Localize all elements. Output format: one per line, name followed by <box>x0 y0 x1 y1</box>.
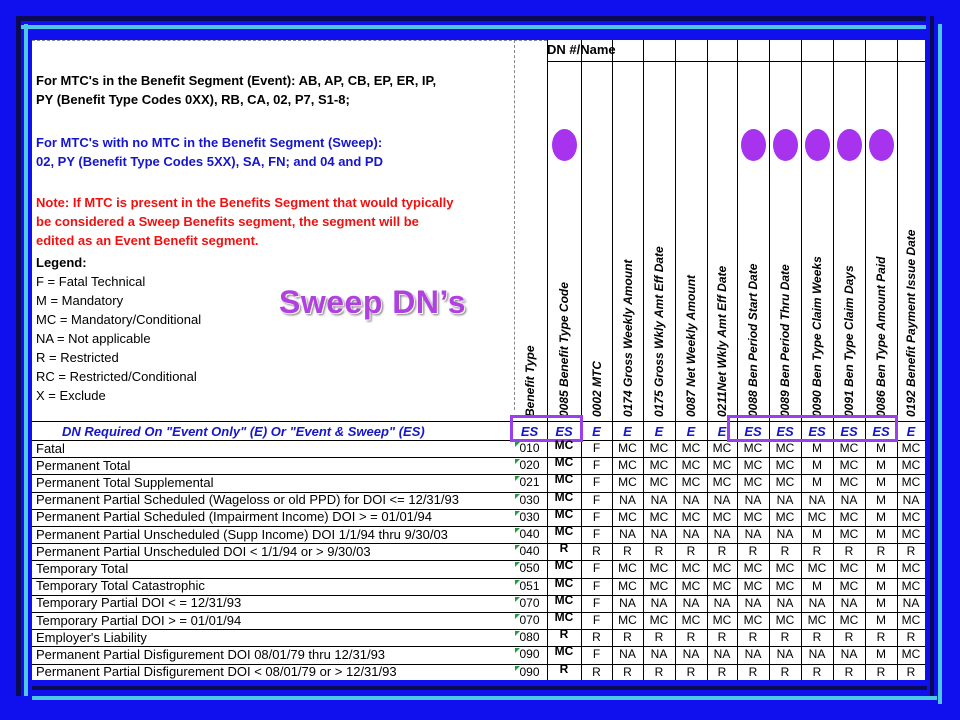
grid-cell: NA <box>840 492 858 507</box>
grid-cell: MC <box>743 561 763 576</box>
grid-cell: MC <box>554 455 574 470</box>
grid-cell: M <box>812 527 822 541</box>
grid-cell: MC <box>839 613 859 627</box>
benefit-type-code: 080 <box>519 630 540 645</box>
grid-cell: MC <box>901 475 921 490</box>
grid-cell: MC <box>839 458 859 473</box>
grid-cell: MC <box>743 509 763 524</box>
row-label: Permanent Total <box>36 457 131 473</box>
row-label: Temporary Total Catastrophic <box>36 578 205 594</box>
requirement-code: E <box>717 424 727 439</box>
grid-cell: R <box>623 630 632 645</box>
grid-cell: R <box>686 630 696 645</box>
grid-cell: R <box>654 630 664 645</box>
grid-cell: MC <box>743 458 763 473</box>
grid-cell: R <box>717 664 727 679</box>
grid-cell: M <box>876 595 886 610</box>
requirement-code: ES <box>808 424 826 439</box>
legend-item: M = Mandatory <box>36 293 124 308</box>
grid-cell: F <box>592 492 601 507</box>
grid-cell: MC <box>839 441 859 455</box>
grid-cell: MC <box>681 578 701 593</box>
grid-cell: NA <box>840 595 858 610</box>
grid-cell: M <box>812 441 822 455</box>
grid-cell: NA <box>650 595 668 610</box>
grid-cell: MC <box>712 458 732 473</box>
requirement-code: ES <box>520 424 539 439</box>
grid-cell: MC <box>649 613 669 627</box>
frame-bottom-bar <box>32 686 927 690</box>
grid-cell: F <box>592 458 601 473</box>
grid-cell: MC <box>712 561 732 576</box>
benefit-type-code: 040 <box>519 544 540 559</box>
grid-cell: NA <box>619 595 636 610</box>
grid-cell: MC <box>681 458 701 473</box>
grid-cell: NA <box>840 647 858 662</box>
grid-cell: R <box>559 627 569 642</box>
grid-cell: NA <box>619 492 636 507</box>
legend-title: Legend: <box>36 255 87 270</box>
grid-cell: NA <box>776 527 794 541</box>
grid-cell: R <box>780 630 790 645</box>
grid-cell: MC <box>712 613 732 627</box>
grid-cell: MC <box>681 475 701 490</box>
grid-cell: NA <box>808 595 826 610</box>
grid-cell: NA <box>776 595 794 610</box>
row-label: Permanent Total Supplemental <box>36 474 214 490</box>
grid-cell: MC <box>712 475 732 490</box>
requirement-code: E <box>686 424 696 439</box>
grid-cell: R <box>748 630 758 645</box>
grid-cell: MC <box>554 575 574 590</box>
grid-cell: MC <box>554 438 574 452</box>
benefit-type-code: 010 <box>519 441 540 455</box>
grid-cell: R <box>592 630 601 645</box>
row-label: Permanent Partial Disfigurement DOI 08/01/79 thru 12/31/93 <box>36 646 386 662</box>
grid-cell: R <box>876 630 886 645</box>
sweep-indicator-dot <box>741 129 766 161</box>
column-header: 0174 Gross Weekly Amount <box>620 259 635 417</box>
grid-cell: NA <box>744 527 762 541</box>
grid-cell: MC <box>681 613 701 627</box>
intro-line: Note: If MTC is present in the Benefits Segment that would typically <box>36 195 454 210</box>
grid-cell: F <box>592 561 601 576</box>
grid-cell: NA <box>744 647 762 662</box>
grid-cell: MC <box>618 509 637 524</box>
column-header: 0085 Benefit Type Code <box>557 282 571 417</box>
grid-cell: R <box>717 544 727 559</box>
grid-cell: R <box>780 664 790 679</box>
sweep-dns-label: Sweep DN’s <box>279 284 466 320</box>
grid-cell: MC <box>839 578 859 593</box>
legend-item: R = Restricted <box>36 350 119 365</box>
grid-cell: NA <box>808 647 826 662</box>
grid-cell: NA <box>713 492 731 507</box>
grid-cell: MC <box>743 475 763 490</box>
grid-cell: MC <box>681 441 701 455</box>
grid-cell: M <box>876 509 886 524</box>
grid-cell: NA <box>619 647 636 662</box>
grid-cell: NA <box>808 492 826 507</box>
grid-cell: R <box>559 661 569 676</box>
column-header: 0088 Ben Period Start Date <box>746 263 760 417</box>
frame-left-bar <box>16 16 21 696</box>
legend-item: MC = Mandatory/Conditional <box>36 312 202 327</box>
grid-cell: R <box>844 664 854 679</box>
grid-cell: R <box>812 544 822 559</box>
grid-cell: MC <box>649 561 669 576</box>
grid-cell: M <box>812 475 822 490</box>
intro-line: edited as an Event Benefit segment. <box>36 233 259 248</box>
column-header: 0090 Ben Type Claim Weeks <box>810 256 824 417</box>
grid-cell: MC <box>618 475 637 490</box>
grid-cell: R <box>592 544 601 559</box>
grid-cell: MC <box>901 578 921 593</box>
grid-cell: R <box>623 544 632 559</box>
row-label: Temporary Partial DOI < = 12/31/93 <box>36 595 242 611</box>
grid-cell: MC <box>618 561 637 576</box>
grid-cell: MC <box>839 561 859 576</box>
benefit-type-code: 030 <box>519 492 540 507</box>
grid-cell: MC <box>807 561 827 576</box>
grid-cell: MC <box>839 509 859 524</box>
grid-cell: M <box>876 613 886 627</box>
grid-cell: NA <box>619 527 636 541</box>
column-header: 0087 Net Weekly Amount <box>684 274 698 417</box>
grid-cell: F <box>592 441 601 455</box>
grid-cell: M <box>876 492 886 507</box>
grid-cell: NA <box>744 595 762 610</box>
grid-cell: MC <box>712 578 732 593</box>
grid-cell: MC <box>649 578 669 593</box>
column-header: 0091 Ben Type Claim Days <box>842 265 856 417</box>
grid-cell: R <box>906 544 916 559</box>
grid-cell: MC <box>681 509 701 524</box>
column-header: Benefit Type <box>522 345 537 417</box>
grid-cell: MC <box>554 524 574 538</box>
grid-cell: NA <box>776 492 794 507</box>
benefit-type-code: 090 <box>519 664 540 679</box>
grid-cell: MC <box>649 475 669 490</box>
grid-cell: MC <box>775 561 795 576</box>
grid-cell: MC <box>554 644 574 659</box>
spreadsheet-slide <box>32 40 925 680</box>
grid-cell: MC <box>901 441 921 455</box>
grid-cell: M <box>812 578 822 593</box>
grid-cell: R <box>844 630 854 645</box>
grid-cell: F <box>592 509 601 524</box>
grid-cell: MC <box>649 509 669 524</box>
dn-header: DN #/Name <box>547 42 616 57</box>
row-label: Permanent Partial Scheduled (Impairment Income) DOI > = 01/01/94 <box>36 509 432 525</box>
grid-cell: MC <box>775 578 795 593</box>
grid-cell: MC <box>775 475 795 490</box>
column-header: 0089 Ben Period Thru Date <box>778 264 792 417</box>
grid-cell: MC <box>681 561 701 576</box>
grid-cell: R <box>559 541 569 556</box>
grid-cell: MC <box>901 458 921 473</box>
row-label: Employer's Liability <box>36 629 147 645</box>
grid-cell: R <box>748 544 758 559</box>
row-label: Permanent Partial Unscheduled DOI < 1/1/94 or > 9/30/03 <box>36 543 371 559</box>
grid-cell: F <box>592 613 601 627</box>
grid-cell: F <box>592 578 601 593</box>
grid-cell: NA <box>650 527 668 541</box>
legend-item: F = Fatal Technical <box>36 274 146 289</box>
grid-cell: R <box>906 630 916 645</box>
grid-cell: R <box>812 664 822 679</box>
intro-paragraph <box>36 193 514 250</box>
grid-cell: MC <box>807 509 827 524</box>
row-label: Fatal <box>36 440 65 456</box>
grid-cell: R <box>654 544 664 559</box>
requirement-code: ES <box>744 424 762 439</box>
grid-cell: MC <box>901 509 921 524</box>
grid-cell: NA <box>650 647 668 662</box>
grid-cell: MC <box>554 472 574 487</box>
grid-cell: F <box>592 647 601 662</box>
intro-line: PY (Benefit Type Codes 0XX), RB, CA, 02, P7, S1-8; <box>36 92 350 107</box>
requirement-code: E <box>654 424 664 439</box>
grid-cell: R <box>812 630 822 645</box>
legend <box>36 253 201 405</box>
grid-cell: NA <box>682 647 700 662</box>
grid-cell: MC <box>743 578 763 593</box>
grid-cell: R <box>876 664 886 679</box>
grid-cell: R <box>717 630 727 645</box>
grid-cell: M <box>876 561 886 576</box>
grid-cell: R <box>686 664 696 679</box>
grid-cell: MC <box>618 458 637 473</box>
intro-line: be considered a Sweep Benefits segment, the segment will be <box>36 214 419 229</box>
benefit-type-code: 050 <box>519 561 540 576</box>
grid-cell: R <box>686 544 696 559</box>
frame-left-bar-inner <box>24 24 28 696</box>
requirement-code: ES <box>776 424 794 439</box>
grid-cell: NA <box>682 595 700 610</box>
grid-cell: MC <box>743 441 763 455</box>
grid-cell: M <box>876 475 886 490</box>
intro-line: 02, PY (Benefit Type Codes 5XX), SA, FN; and 04 and PD <box>36 154 383 169</box>
requirement-code: ES <box>840 424 858 439</box>
benefit-type-code: 030 <box>519 509 540 524</box>
grid-cell: NA <box>682 492 700 507</box>
grid-cell: MC <box>839 527 859 541</box>
grid-cell: MC <box>554 592 574 607</box>
grid-cell: MC <box>901 647 921 662</box>
row-label: Permanent Partial Unscheduled (Supp Income) DOI 1/1/94 thru 9/30/03 <box>36 526 448 542</box>
grid-cell: R <box>623 664 632 679</box>
requirement-code: E <box>906 424 916 439</box>
grid-cell: NA <box>713 527 731 541</box>
grid-cell: R <box>876 544 886 559</box>
grid-cell: MC <box>649 441 669 455</box>
grid-cell: NA <box>902 595 920 610</box>
grid-cell: R <box>654 664 664 679</box>
grid-cell: F <box>592 475 601 490</box>
grid-cell: MC <box>743 613 763 627</box>
intro-line: For MTC's in the Benefit Segment (Event): AB, AP, CB, EP, ER, IP, <box>36 73 437 88</box>
grid-cell: MC <box>901 561 921 576</box>
benefit-type-code: 021 <box>519 475 540 490</box>
frame-bottom-bar-inner <box>32 696 937 700</box>
grid-cell: MC <box>901 613 921 627</box>
intro-paragraph <box>36 71 514 109</box>
benefit-type-code: 070 <box>519 613 540 627</box>
grid-guide <box>32 40 547 41</box>
frame-right-bar <box>930 16 934 696</box>
column-header: 0211Net Wkly Amt Eff Date <box>715 265 729 417</box>
sweep-indicator-dot <box>552 129 577 161</box>
intro-paragraph <box>36 133 514 171</box>
benefit-type-code: 070 <box>519 595 540 610</box>
requirement-row-label: DN Required On "Event Only" (E) Or "Event & Sweep" (ES) <box>62 424 425 439</box>
frame-right-bar-inner <box>938 24 942 704</box>
sweep-highlight-box <box>727 415 898 442</box>
row-divider <box>547 61 925 62</box>
frame-top-bar-inner <box>16 25 926 29</box>
grid-cell: MC <box>775 458 795 473</box>
grid-cell: MC <box>712 509 732 524</box>
grid-cell: MC <box>775 509 795 524</box>
row-label: Temporary Total <box>36 560 129 576</box>
grid-cell: R <box>780 544 790 559</box>
grid-cell: MC <box>775 441 795 455</box>
sweep-indicator-dot <box>805 129 830 161</box>
grid-cell: M <box>876 527 886 541</box>
grid-cell: NA <box>713 647 731 662</box>
benefit-type-code: 051 <box>519 578 540 593</box>
grid-cell: M <box>876 458 886 473</box>
row-label: Permanent Partial Scheduled (Wageloss or old PPD) for DOI <= 12/31/93 <box>36 492 459 508</box>
column-header: 0002 MTC <box>589 360 604 417</box>
requirement-code: E <box>623 424 632 439</box>
requirement-code: ES <box>555 424 573 439</box>
grid-cell: MC <box>554 610 574 624</box>
column-header: 0175 Gross Wkly Amt Eff Date <box>652 246 666 417</box>
grid-cell: MC <box>839 475 859 490</box>
grid-cell: NA <box>776 647 794 662</box>
grid-cell: NA <box>650 492 668 507</box>
grid-cell: MC <box>618 613 637 627</box>
grid-cell: NA <box>682 527 700 541</box>
grid-cell: R <box>906 664 916 679</box>
grid-cell: MC <box>618 578 637 593</box>
requirement-code: E <box>592 424 601 439</box>
grid-cell: MC <box>554 558 574 573</box>
grid-cell: M <box>876 578 886 593</box>
grid-cell: NA <box>744 492 762 507</box>
benefit-type-code: 040 <box>519 527 540 541</box>
legend-item: NA = Not applicable <box>36 331 151 346</box>
grid-cell: MC <box>807 613 827 627</box>
frame-top-bar <box>16 16 926 21</box>
sweep-indicator-dot <box>773 129 798 161</box>
grid-cell: MC <box>554 489 574 504</box>
grid-cell: F <box>592 595 601 610</box>
grid-cell: MC <box>775 613 795 627</box>
grid-cell: NA <box>902 492 920 507</box>
legend-item: RC = Restricted/Conditional <box>36 369 197 384</box>
grid-cell: MC <box>618 441 637 455</box>
grid-cell: NA <box>713 595 731 610</box>
grid-cell: MC <box>712 441 732 455</box>
row-label: Permanent Partial Disfigurement DOI < 08/01/79 or > 12/31/93 <box>36 664 397 680</box>
intro-line: For MTC's with no MTC in the Benefit Segment (Sweep): <box>36 135 383 150</box>
grid-cell: R <box>592 664 601 679</box>
grid-cell: MC <box>554 506 574 521</box>
grid-guide <box>514 40 515 410</box>
sweep-indicator-dot <box>869 129 894 161</box>
grid-cell: F <box>592 527 601 541</box>
grid-cell: M <box>876 441 886 455</box>
column-header: 0086 Ben Type Amount Paid <box>874 256 888 417</box>
grid-cell: M <box>876 647 886 662</box>
row-label: Temporary Partial DOI > = 01/01/94 <box>36 612 242 628</box>
sweep-indicator-dot <box>837 129 862 161</box>
grid-cell: M <box>812 458 822 473</box>
column-header: 0192 Benefit Payment Issue Date <box>904 229 918 417</box>
benefit-type-code: 020 <box>519 458 540 473</box>
requirement-code: ES <box>872 424 890 439</box>
grid-cell: MC <box>649 458 669 473</box>
legend-item: X = Exclude <box>36 388 106 403</box>
grid-cell: R <box>844 544 854 559</box>
grid-cell: MC <box>901 527 921 541</box>
grid-cell: R <box>748 664 758 679</box>
benefit-type-code: 090 <box>519 647 540 662</box>
